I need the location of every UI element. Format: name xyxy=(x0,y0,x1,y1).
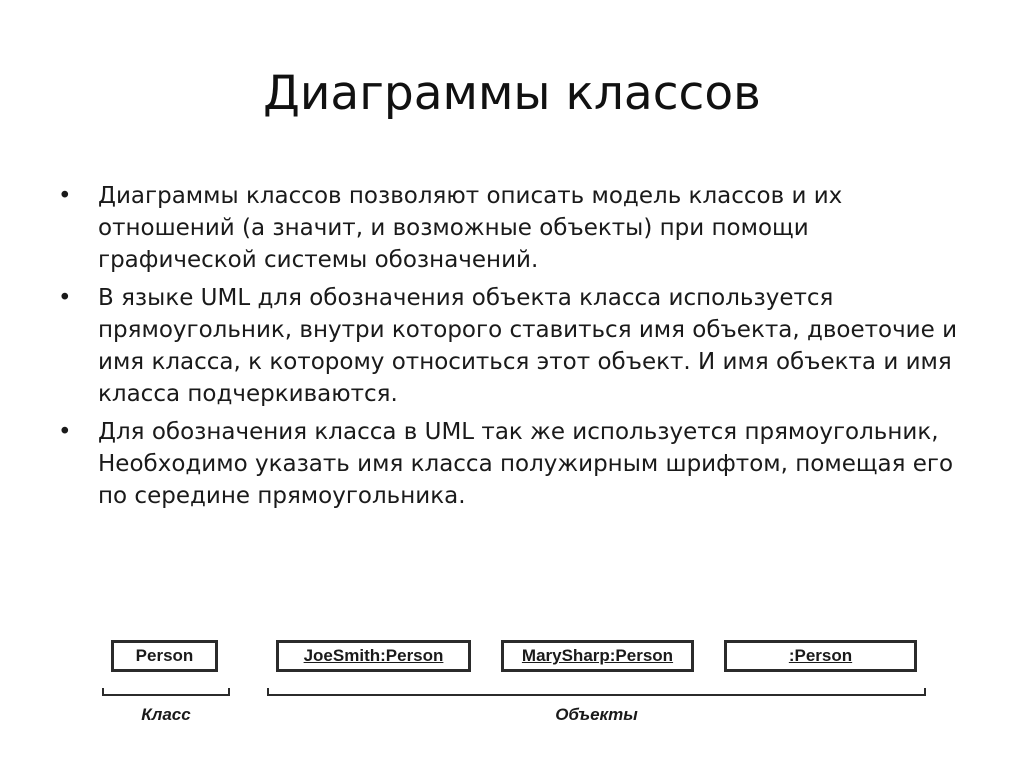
class-bracket xyxy=(102,688,230,696)
objects-caption: Объекты xyxy=(555,705,638,724)
bullet-text: В языке UML для обозначения объекта класса используется прямоугольник, внутри которого ставиться имя объекта, двоеточие и имя класса, к которому относиться этот объект. И имя объекта и имя класса подчеркиваются. xyxy=(98,285,958,407)
bullet-item xyxy=(58,282,958,410)
uml-object-box xyxy=(501,640,694,672)
object-name: :Person xyxy=(788,646,853,665)
uml-diagram xyxy=(0,630,1024,730)
object-name: MarySharp:Person xyxy=(521,646,674,665)
uml-class-box xyxy=(111,640,218,672)
bullet-item xyxy=(58,180,958,276)
objects-bracket xyxy=(267,688,926,696)
bullet-text: Для обозначения класса в UML так же используется прямоугольник, Необходимо указать имя класса полужирным шрифтом, помещая его по середине прямоугольника. xyxy=(98,419,954,509)
bullet-marker: • xyxy=(58,419,72,445)
class-caption: Класс xyxy=(141,705,191,724)
bullet-marker: • xyxy=(58,285,72,311)
bullet-list xyxy=(58,180,958,518)
slide-title: Диаграммы классов xyxy=(263,66,761,121)
bullet-item xyxy=(58,416,958,512)
uml-object-box xyxy=(276,640,471,672)
bullet-text: Диаграммы классов позволяют описать модель классов и их отношений (а значит, и возможные объекты) при помощи графической системы обозначений. xyxy=(98,183,843,273)
uml-object-box xyxy=(724,640,917,672)
class-name: Person xyxy=(135,646,194,665)
object-name: JoeSmith:Person xyxy=(303,646,444,665)
bullet-marker: • xyxy=(58,183,72,209)
